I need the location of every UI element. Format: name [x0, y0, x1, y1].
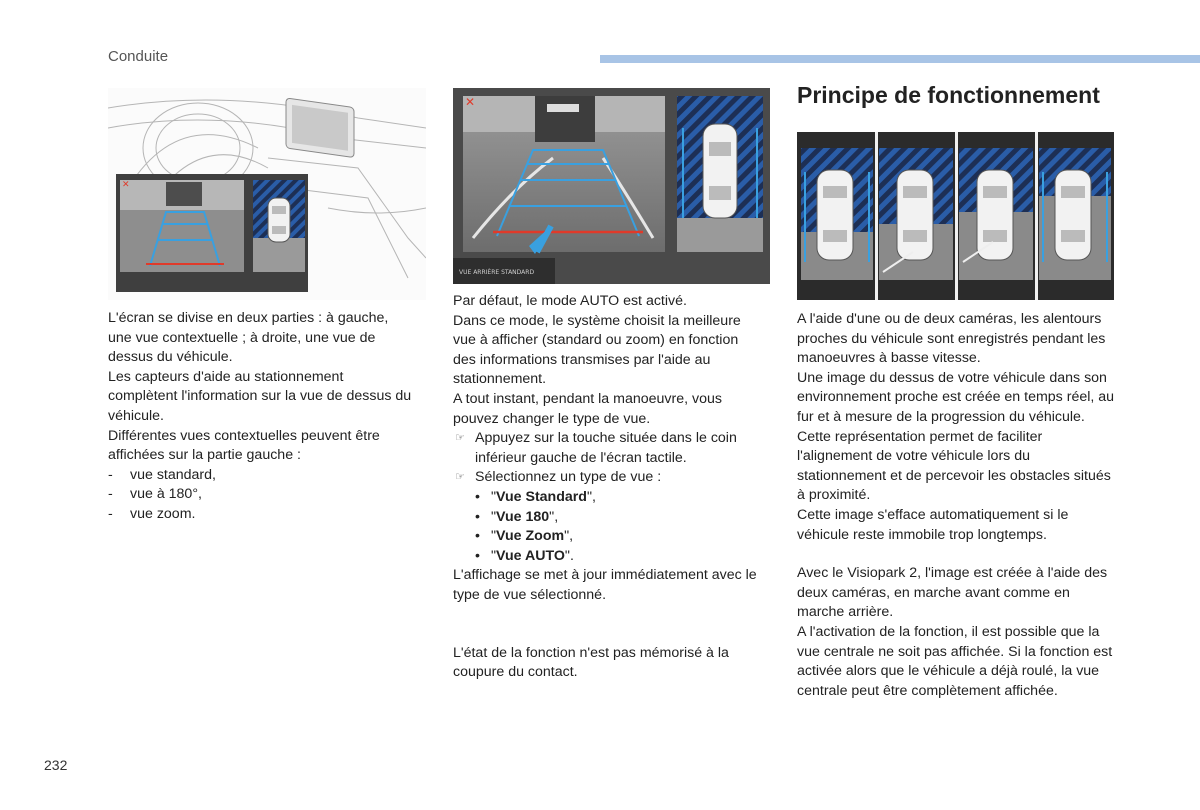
paragraph: A tout instant, pendant la manoeuvre, vous pouvez changer le type de vue. [453, 390, 722, 427]
paragraph: Différentes vues contextuelles peuvent être affichées sur la partie gauche : [108, 427, 380, 464]
section-label: Conduite [108, 48, 169, 65]
column-1-text [108, 309, 413, 525]
list-item: - vue à 180°, [108, 485, 413, 505]
instruction-list [453, 429, 765, 488]
paragraph: L'état de la fonction n'est pas mémorisé à la coupure du contact. [453, 644, 729, 681]
figure-top-view-sequence [797, 132, 1114, 300]
svg-text:✕: ✕ [122, 180, 130, 190]
paragraph: Cette image s'efface automatiquement si le véhicule reste immobile trop longtemps. [797, 506, 1069, 543]
svg-text:✕: ✕ [465, 95, 476, 109]
paragraph: Les capteurs d'aide au stationnement complètent l'information sur la vue de dessus du véhicule. [108, 368, 412, 424]
paragraph: A l'activation de la fonction, il est possible que la vue centrale ne soit pas affichée. Si la fonction est activée alors que le véhicule a déjà roulé, la vue centrale peut être complètement affichée. [797, 623, 1113, 699]
list-item: • "Vue Standard", [453, 488, 765, 508]
arrow-icon: ☞ [455, 471, 465, 484]
column-2-text [453, 292, 765, 683]
list-item: • "Vue 180", [453, 508, 765, 528]
list-item: - vue zoom. [108, 505, 413, 525]
paragraph: L'écran se divise en deux parties : à gauche, une vue contextuelle ; à droite, une vue de dessus du véhicule. [108, 310, 389, 366]
figure-rear-camera-view [453, 88, 770, 284]
paragraph: Par défaut, le mode AUTO est activé. [453, 293, 687, 309]
list-item: • "Vue AUTO". [453, 547, 765, 567]
view-list [108, 466, 413, 525]
paragraph: A l'aide d'une ou de deux caméras, les alentours proches du véhicule sont enregistrés pendant les manoeuvres à basse vitesse. [797, 311, 1106, 367]
figure-dashboard-screen [108, 88, 426, 300]
list-item: • "Vue Zoom", [453, 527, 765, 547]
view-type-list [453, 488, 765, 566]
paragraph: L'affichage se met à jour immédiatement avec le type de vue sélectionné. [453, 567, 757, 603]
header-accent-bar [600, 55, 1200, 63]
paragraph: Dans ce mode, le système choisit la meilleure vue à afficher (standard ou zoom) en fonction des informations transmises par l'aide au stationnement. [453, 312, 741, 388]
page-number: 232 [44, 757, 68, 773]
paragraph: Avec le Visiopark 2, l'image est créée à l'aide des deux caméras, en marche avant comme en marche arrière. [797, 565, 1108, 621]
paragraph: Une image du dessus de votre véhicule dans son environnement proche est créée en temps réel, au fur et à mesure de la progression du véhicule. [797, 369, 1115, 425]
list-item: - vue standard, [108, 466, 413, 486]
figure-caption: VUE ARRIÈRE STANDARD [459, 269, 535, 276]
list-item: ☞ Sélectionnez un type de vue : [453, 468, 765, 488]
list-item: ☞ Appuyez sur la touche située dans le coin inférieur gauche de l'écran tactile. [455, 430, 737, 466]
column-3-text [797, 310, 1117, 701]
arrow-icon: ☞ [455, 432, 465, 445]
section-title: Principe de fonctionnement [797, 82, 1100, 108]
paragraph: Cette représentation permet de faciliter l'alignement de votre véhicule lors du stationnement et de percevoir les obstacles situés à proximité. [797, 428, 1111, 504]
